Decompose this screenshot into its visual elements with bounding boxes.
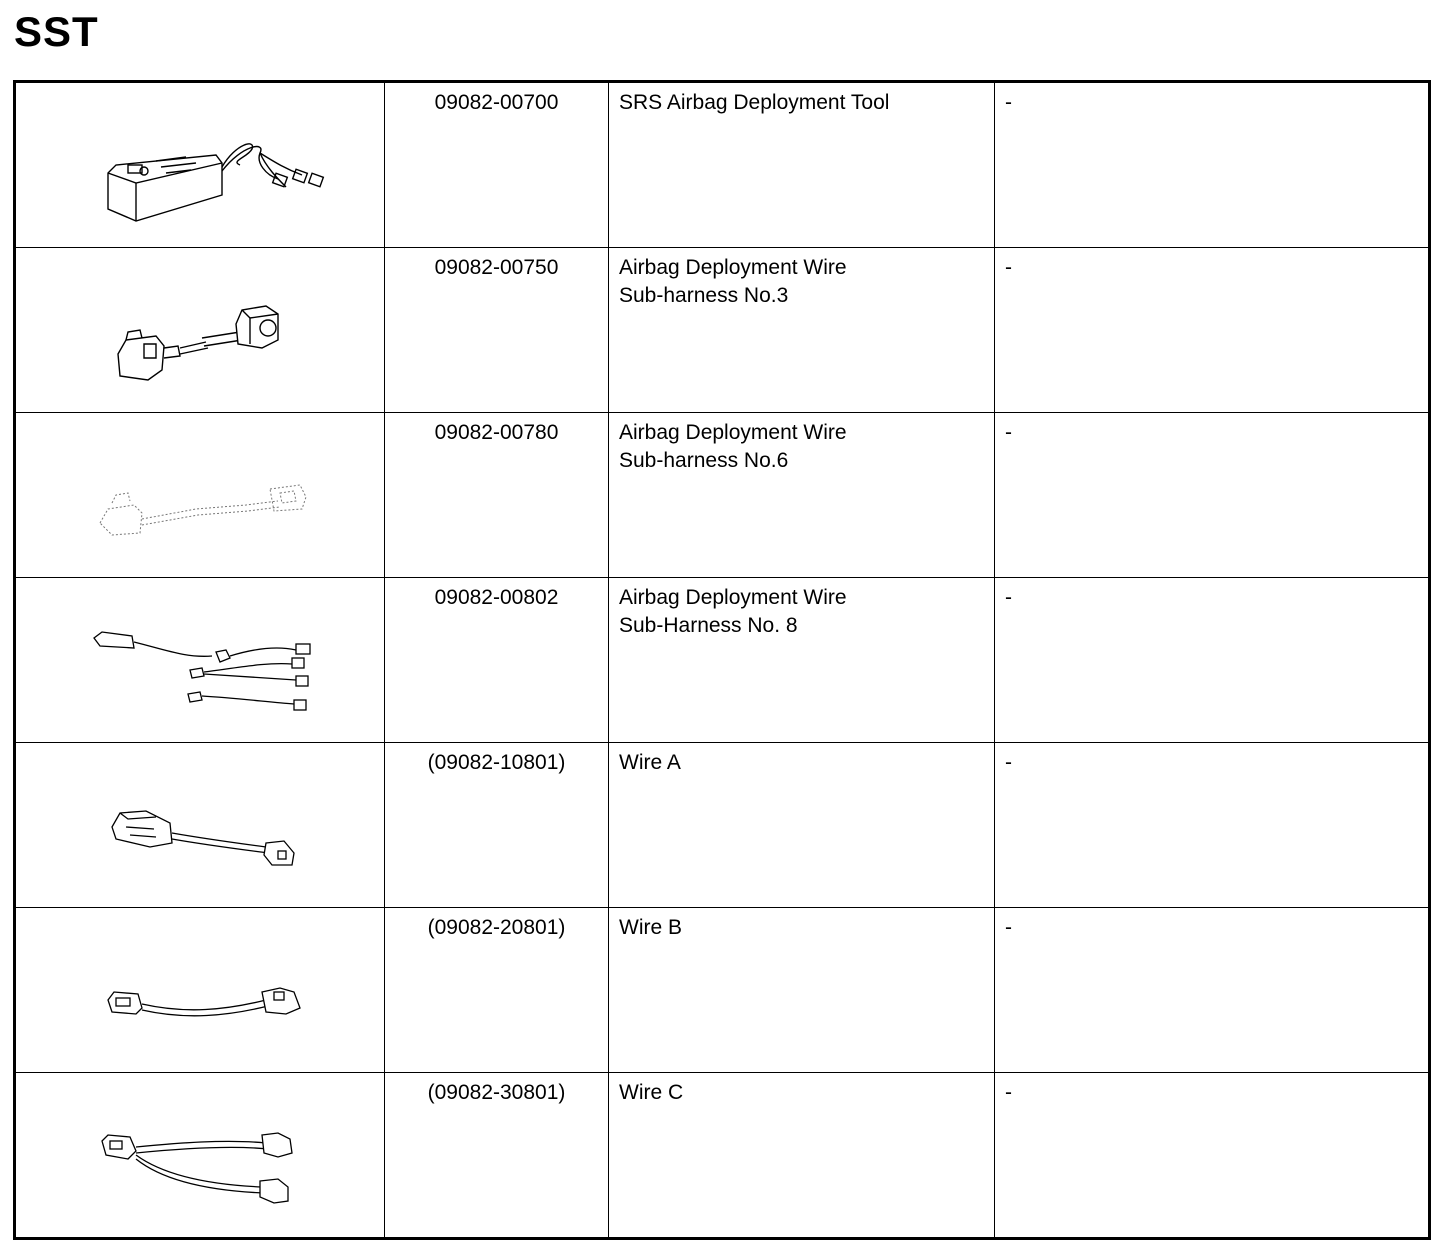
part-name: Wire C: [609, 1073, 995, 1239]
part-number: (09082-20801): [385, 908, 609, 1073]
table-row: [15, 743, 1430, 908]
sst-table: [13, 80, 1431, 1240]
part-name: SRS Airbag Deployment Tool: [609, 82, 995, 248]
part-name: Wire A: [609, 743, 995, 908]
page-title: SST: [14, 8, 99, 55]
table-row: [15, 248, 1430, 413]
part-name: Airbag Deployment Wire Sub-harness No.6: [609, 413, 995, 578]
sub-harness-8-icon: [16, 578, 386, 736]
part-name: Airbag Deployment Wire Sub-Harness No. 8: [609, 578, 995, 743]
deployment-tool-icon: [16, 83, 386, 241]
table-row: [15, 413, 1430, 578]
tool-illustration-cell: [15, 413, 385, 578]
wire-c-icon: [16, 1073, 386, 1231]
part-note: -: [995, 578, 1430, 743]
wire-a-icon: [16, 743, 386, 901]
part-note: -: [995, 413, 1430, 578]
table-row: [15, 82, 1430, 248]
tool-illustration-cell: [15, 1073, 385, 1239]
sub-harness-6-icon: [16, 413, 386, 571]
part-name: Wire B: [609, 908, 995, 1073]
table-row: [15, 1073, 1430, 1239]
part-name: Airbag Deployment Wire Sub-harness No.3: [609, 248, 995, 413]
part-number: 09082-00750: [385, 248, 609, 413]
part-note: -: [995, 1073, 1430, 1239]
part-number: 09082-00780: [385, 413, 609, 578]
part-note: -: [995, 743, 1430, 908]
tool-illustration-cell: [15, 743, 385, 908]
part-number: 09082-00802: [385, 578, 609, 743]
sub-harness-3-icon: [16, 248, 386, 406]
tool-illustration-cell: [15, 82, 385, 248]
part-note: -: [995, 82, 1430, 248]
wire-b-icon: [16, 908, 386, 1066]
part-number: (09082-10801): [385, 743, 609, 908]
part-number: (09082-30801): [385, 1073, 609, 1239]
part-number: 09082-00700: [385, 82, 609, 248]
tool-illustration-cell: [15, 248, 385, 413]
table-row: [15, 578, 1430, 743]
part-note: -: [995, 248, 1430, 413]
part-note: -: [995, 908, 1430, 1073]
table-row: [15, 908, 1430, 1073]
tool-illustration-cell: [15, 908, 385, 1073]
tool-illustration-cell: [15, 578, 385, 743]
